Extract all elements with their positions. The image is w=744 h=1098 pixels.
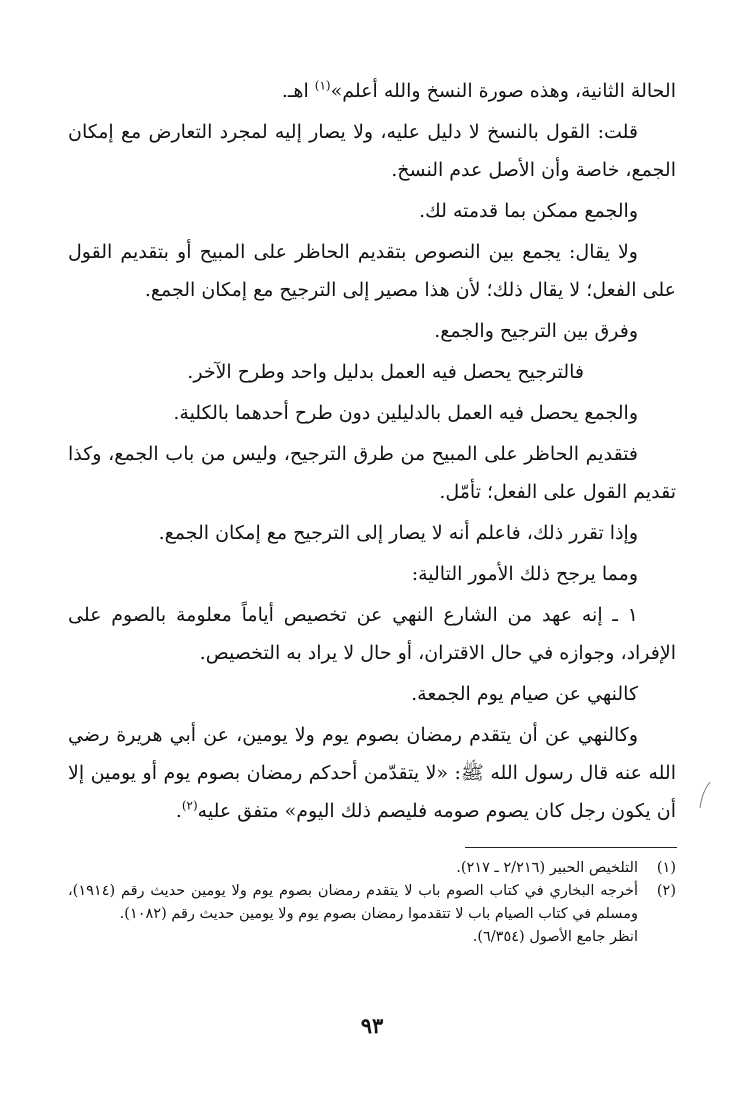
paragraph-7: والجمع يحصل فيه العمل بالدليلين دون طرح أحدهما بالكلية. [173, 402, 638, 424]
footnote-ref-2[interactable]: (٢) [181, 798, 198, 813]
footnote-number: (٢) [656, 883, 676, 899]
page-number: ٩٣ [360, 1013, 384, 1038]
footnote-2 [68, 880, 676, 926]
paragraph-6: فالترجيح يحصل فيه العمل بدليل واحد وطرح الآخر. [187, 361, 584, 383]
footnote-number: (١) [656, 860, 676, 876]
main-text [68, 72, 676, 833]
paragraph-2: قلت: القول بالنسخ لا دليل عليه، ولا يصار إليه لمجرد التعارض مع إمكان الجمع، خاصة وأن الأصل عدم النسخ. [68, 121, 676, 181]
paragraph-11: ١ ـ إنه عهد من الشارع النهي عن تخصيص أياماً معلومة بالصوم على الإفراد، وجوازه في حال الاقتران، أو حال لا يراد به التخصيص. [68, 604, 676, 664]
paragraph-12: كالنهي عن صيام يوم الجمعة. [411, 683, 638, 705]
paragraph-1: الحالة الثانية، وهذه صورة النسخ والله أعلم»$^{(١)}$ اهـ. [281, 78, 676, 102]
footnote-1 [68, 857, 676, 880]
footnote-text: التلخيص الحبير (٢/٢١٦ ـ ٢١٧). [456, 860, 638, 876]
paragraph-13: وكالنهي عن أن يتقدم رمضان بصوم يوم ولا يومين، عن أبي هريرة رضي الله عنه قال رسول الله ﷺ: «لا يتقدّمن أحدكم رمضان بصوم يوم أو يومين إلا أن يكون رجل كان يصوم صومه فليصم ذلك اليوم» متفق عليه$^{(٢)}$. [68, 724, 676, 822]
footnote-text: أخرجه البخاري في كتاب الصوم باب لا يتقدم رمضان بصوم يوم ولا يومين حديث رقم (١٩١٤)، ومسلم في كتاب الصيام باب لا تتقدموا رمضان بصوم يوم ولا يومين حديث رقم (١٠٨٢). [68, 883, 638, 922]
paragraph-4: ولا يقال: يجمع بين النصوص بتقديم الحاظر على المبيح أو بتقديم القول على الفعل؛ لا يقال ذلك؛ لأن هذا مصير إلى الترجيح مع إمكان الجمع. [68, 241, 676, 301]
margin-pencil-mark [696, 780, 714, 810]
footnote-separator [465, 847, 677, 848]
paragraph-5: وفرق بين الترجيح والجمع. [434, 320, 638, 342]
footnotes [68, 857, 676, 949]
footnote-2-continuation [68, 926, 676, 949]
footnote-ref-1[interactable]: (١) [314, 78, 331, 93]
footnote-number [638, 926, 676, 949]
paragraph-9: وإذا تقرر ذلك، فاعلم أنه لا يصار إلى الترجيح مع إمكان الجمع. [158, 522, 638, 544]
paragraph-8: فتقديم الحاظر على المبيح من طرق الترجيح، وليس من باب الجمع، وكذا تقديم القول على الفعل؛ تأمّل. [68, 443, 676, 503]
footnote-text: انظر جامع الأصول (٦/٣٥٤). [472, 929, 638, 945]
paragraph-10: ومما يرجح ذلك الأمور التالية: [411, 563, 638, 585]
paragraph-3: والجمع ممكن بما قدمته لك. [419, 200, 638, 222]
pencil-stroke-icon [696, 780, 714, 810]
